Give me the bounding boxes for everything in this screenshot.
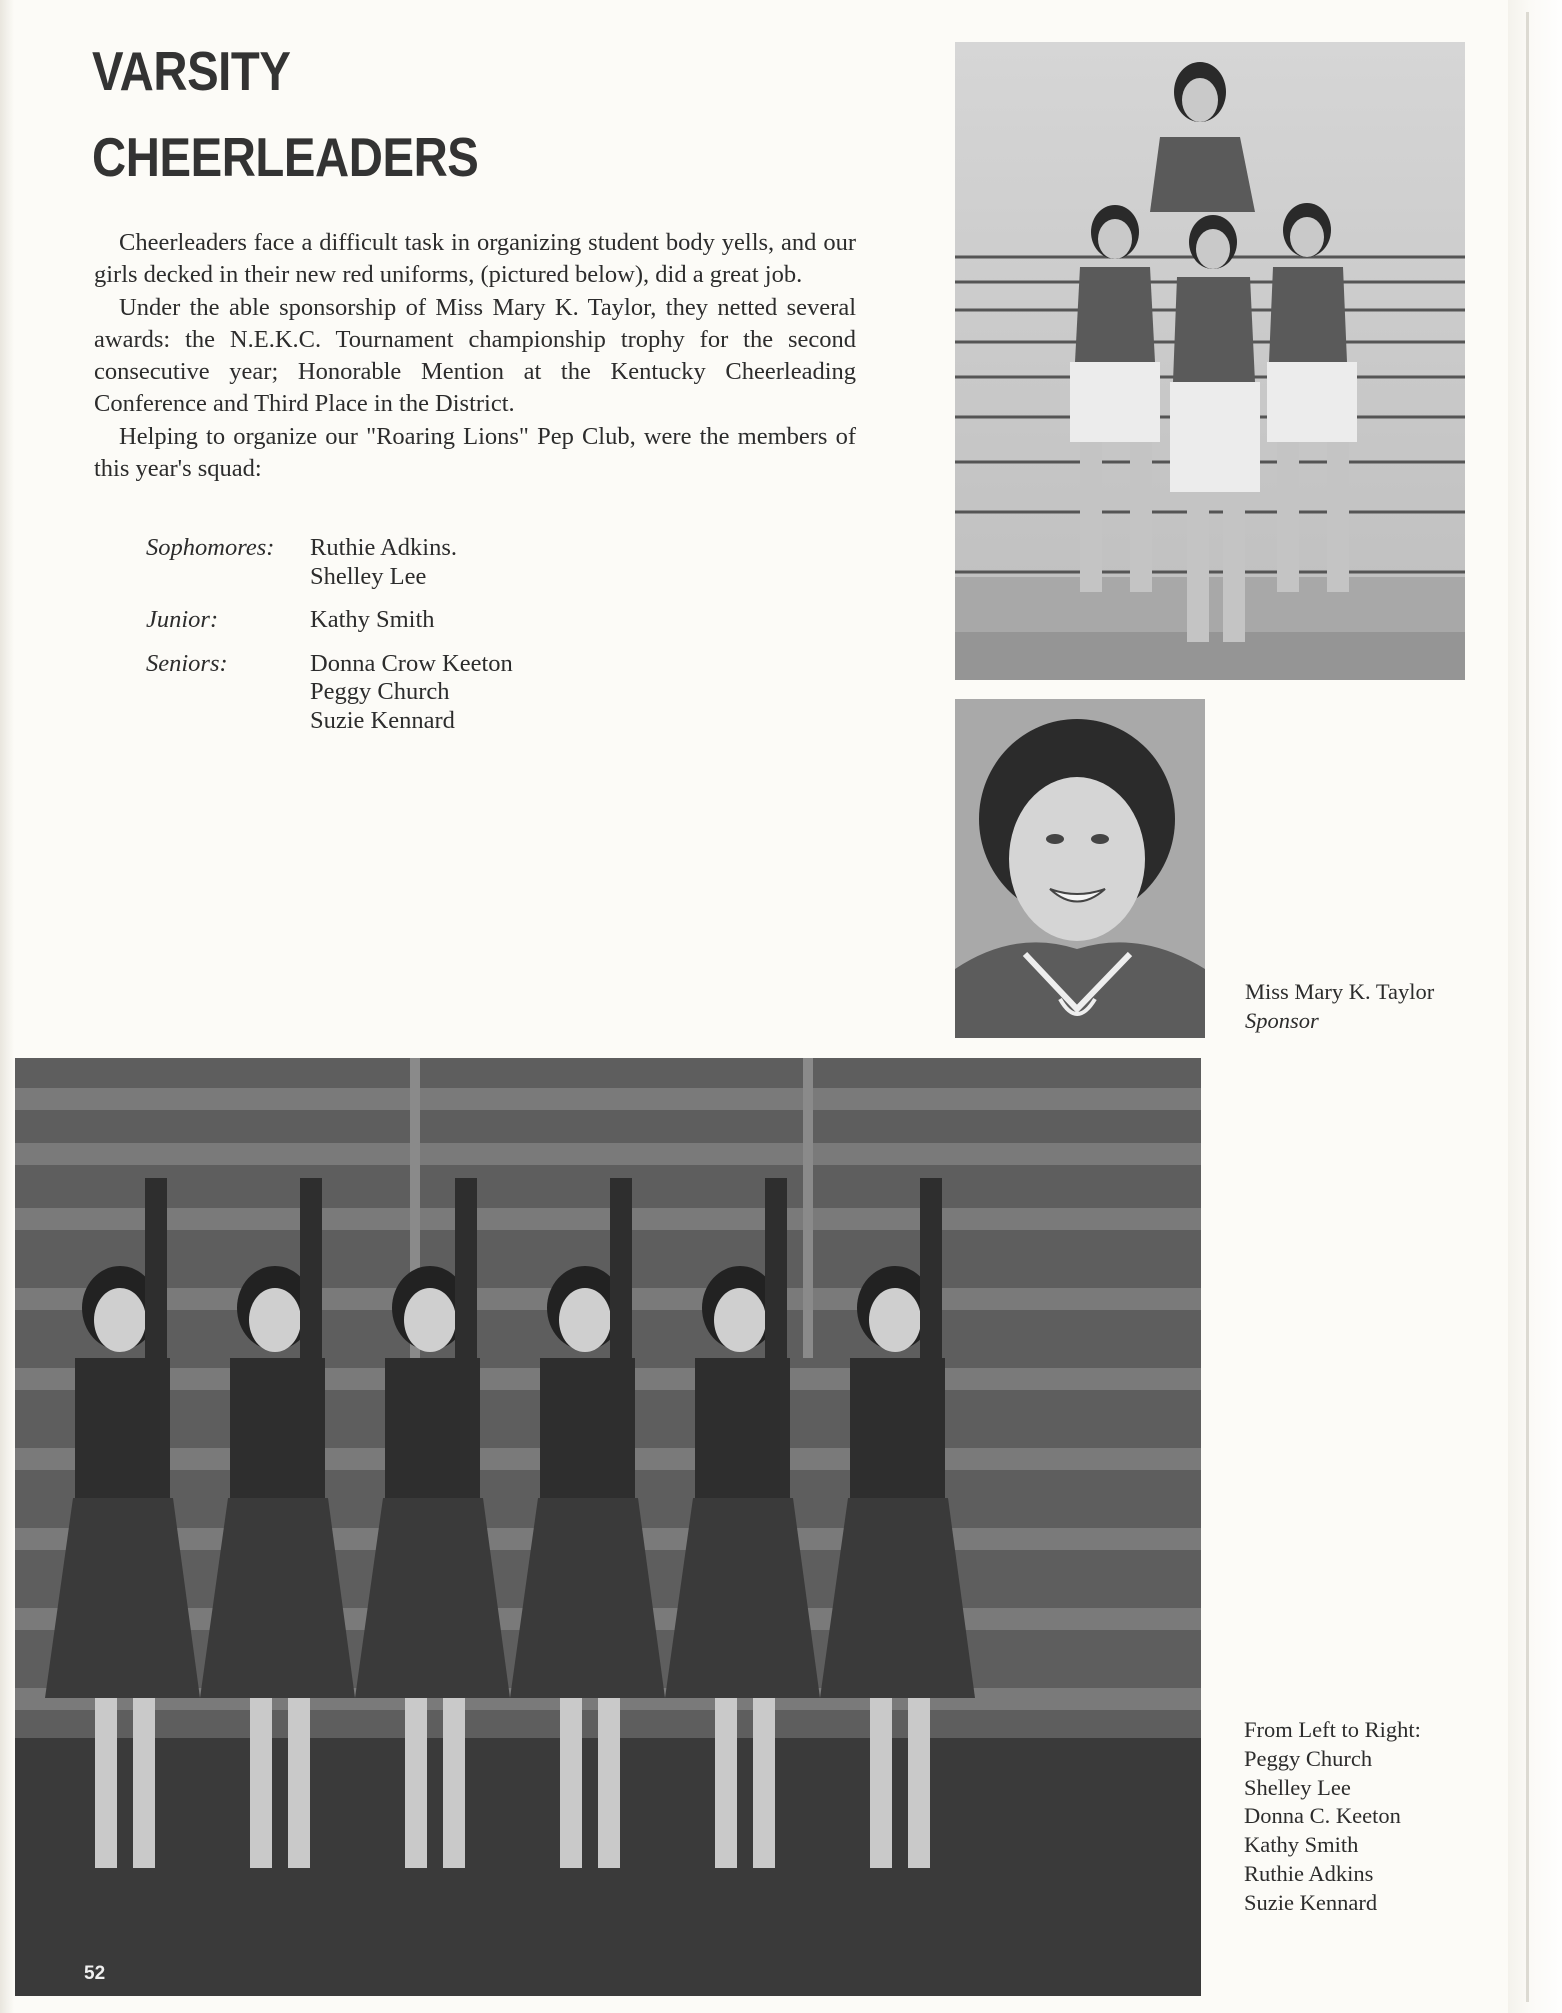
- roster-names: [310, 534, 457, 591]
- roster-name: Ruthie Adkins.: [310, 534, 458, 561]
- roster-role: Sophomores:: [146, 534, 275, 561]
- roster-names: [310, 650, 513, 736]
- roster-group-seniors: [146, 650, 513, 736]
- article-body: [94, 227, 856, 485]
- team-caption-heading: From Left to Right:: [1244, 1717, 1421, 1742]
- sponsor-name: Miss Mary K. Taylor: [1245, 979, 1435, 1004]
- roster-name: Kathy Smith: [310, 606, 435, 633]
- team-member-name: Donna C. Keeton: [1244, 1803, 1401, 1829]
- roster-name: Donna Crow Keeton: [310, 649, 513, 677]
- sponsor-role: Sponsor: [1245, 1007, 1319, 1033]
- team-photo: [15, 1058, 1201, 1996]
- page-number: 52: [84, 1963, 106, 1984]
- bleacher-pyramid-photo: [955, 42, 1465, 680]
- team-member-name: Ruthie Adkins: [1244, 1860, 1374, 1886]
- page-title: [92, 28, 478, 200]
- page-spine-shadow: [1508, 0, 1562, 2013]
- team-member-name: Shelley Lee: [1244, 1774, 1351, 1800]
- roster-group-junior: [146, 606, 513, 635]
- article-paragraph: Under the able sponsorship of Miss Mary K. Taylor, they netted several awards: the N.E.K.C. Tournament championship trophy for the second consecutive year; Honorable Mention at the Kentucky Cheerleading Conference and Third Place in the District.: [94, 293, 856, 418]
- roster-name: Shelley Lee: [310, 562, 427, 590]
- sponsor-portrait-photo: [955, 699, 1205, 1038]
- page-left-edge: [0, 0, 14, 2013]
- roster-name: Peggy Church: [310, 678, 450, 705]
- article-paragraph: Cheerleaders face a difficult task in organizing student body yells, and our girls decked in their new red uniforms, (pictured below), did a great job.: [94, 229, 856, 289]
- team-member-name: Suzie Kennard: [1244, 1889, 1378, 1915]
- roster-role: Seniors:: [146, 649, 228, 677]
- team-caption: [1244, 1716, 1421, 1918]
- roster-name: Suzie Kennard: [310, 706, 455, 734]
- team-member-name: Peggy Church: [1244, 1745, 1373, 1771]
- team-member-name: Kathy Smith: [1244, 1832, 1359, 1858]
- title-line-1: VARSITY: [92, 40, 291, 102]
- roster-names: [310, 606, 435, 635]
- sponsor-caption: [1245, 978, 1434, 1036]
- roster-group-sophomores: [146, 534, 513, 591]
- roster-role: Junior:: [146, 606, 219, 633]
- title-line-2: CHEERLEADERS: [92, 126, 479, 188]
- squad-roster: [146, 534, 513, 750]
- article-paragraph: Helping to organize our "Roaring Lions" Pep Club, were the members of this year's squad:: [94, 422, 856, 483]
- page-fold-line: [1526, 12, 1529, 2002]
